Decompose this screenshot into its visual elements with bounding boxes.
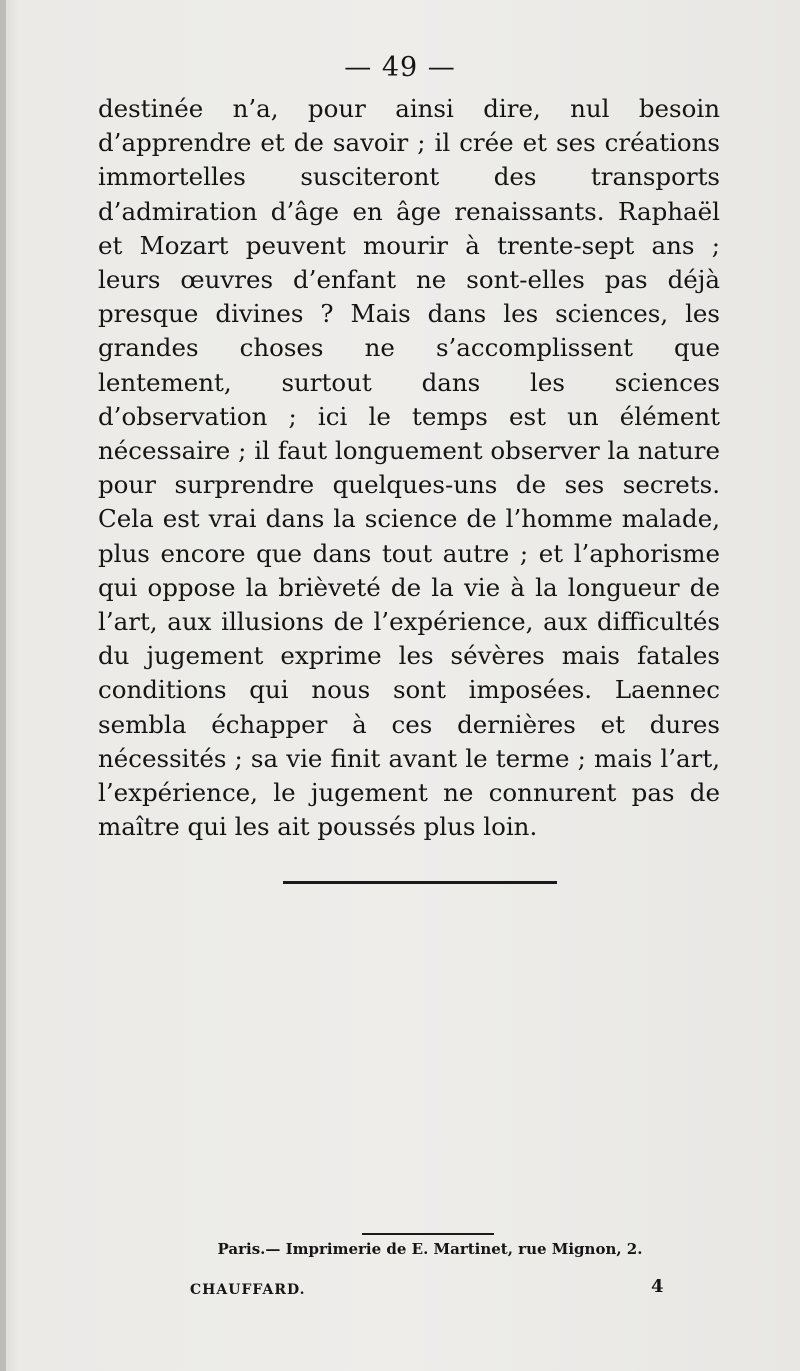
signature-mark-number: 4 bbox=[651, 1276, 664, 1297]
section-divider bbox=[283, 881, 557, 884]
page-number: — 49 — bbox=[344, 52, 456, 83]
printer-imprint: Paris.— Imprimerie de E. Martinet, rue Mignon, 2. bbox=[217, 1240, 643, 1258]
body-paragraph: destinée n’a, pour ainsi dire, nul besoin d’apprendre et de savoir ; il crée et ses créations immortelles susciteront des transports d’admiration d’âge en âge renaissants. Raphaël et Mozart peuvent mourir à trente-sept ans ; leurs œuvres d’enfant ne sont-elles pas déjà presque divines ? Mais dans les sciences, les grandes choses ne s’accomplissent que lentement, surtout dans les sciences d’observation ; ici le temps est un élément nécessaire ; il faut longuement observer la nature pour surprendre quelques-uns de ses secrets. Cela est vrai dans la science de l’homme malade, plus encore que dans tout autre ; et l’aphorisme qui oppose la brièveté de la vie à la longueur de l’art, aux illusions de l’expérience, aux difficultés du jugement exprime les sévères mais fatales conditions qui nous sont imposées. Laennec sembla échapper à ces dernières et dures nécessités ; sa vie finit avant le terme ; mais l’art, l’expérience, le jugement ne connurent pas de maître qui les ait poussés plus loin. bbox=[98, 94, 720, 842]
page-edge bbox=[0, 0, 6, 1371]
footer-divider bbox=[362, 1233, 494, 1235]
signature-mark-name: CHAUFFARD. bbox=[190, 1282, 306, 1298]
